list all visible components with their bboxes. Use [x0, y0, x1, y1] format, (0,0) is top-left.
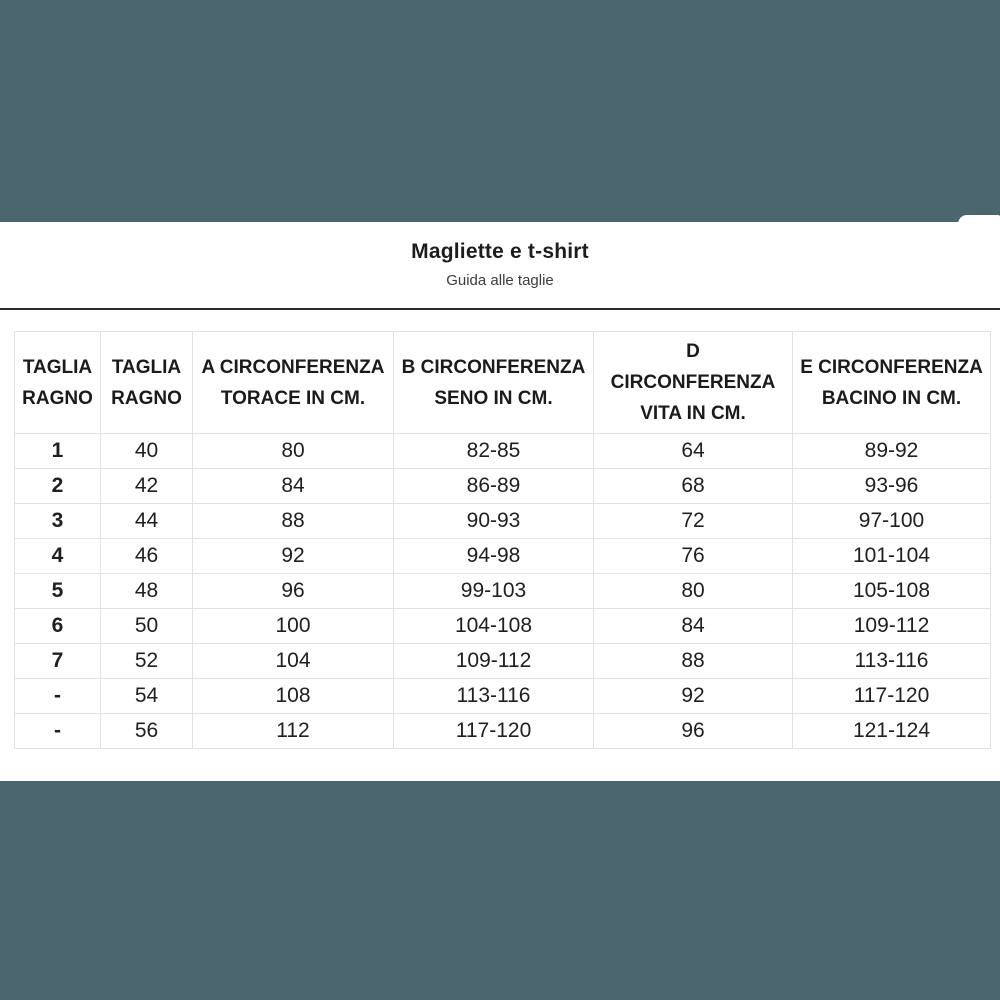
- header-line: RAGNO: [22, 387, 93, 409]
- table-cell: 54: [101, 679, 193, 714]
- column-header-circonferenza-torace: [193, 332, 394, 434]
- table-cell: 100: [193, 609, 394, 644]
- header-line: D: [686, 341, 700, 362]
- table-cell: -: [15, 679, 101, 714]
- header-line: TORACE IN CM.: [220, 387, 366, 409]
- header-line: VITA IN CM.: [640, 403, 746, 424]
- table-cell: 99-103: [394, 574, 594, 609]
- table-cell: 68: [594, 469, 793, 504]
- table-cell: 94-98: [394, 539, 594, 574]
- table-cell: 80: [193, 434, 394, 469]
- table-row: [15, 539, 991, 574]
- size-table: [14, 331, 991, 749]
- header-line: A CIRCONFERENZA: [201, 356, 385, 378]
- table-cell: 46: [101, 539, 193, 574]
- table-cell: 112: [193, 714, 394, 749]
- table-cell: 82-85: [394, 434, 594, 469]
- size-guide-card: [0, 222, 1000, 781]
- table-cell: 6: [15, 609, 101, 644]
- table-cell: 90-93: [394, 504, 594, 539]
- table-cell: 109-112: [394, 644, 594, 679]
- table-row: [15, 469, 991, 504]
- table-cell: 97-100: [793, 504, 991, 539]
- table-row: [15, 644, 991, 679]
- table-cell: 108: [193, 679, 394, 714]
- title-block: [0, 222, 1000, 310]
- table-cell: 96: [193, 574, 394, 609]
- table-cell: 117-120: [394, 714, 594, 749]
- table-cell: 4: [15, 539, 101, 574]
- column-header-taglia-ragno-2: [101, 332, 193, 434]
- table-cell: 109-112: [793, 609, 991, 644]
- table-cell: 48: [101, 574, 193, 609]
- table-cell: 86-89: [394, 469, 594, 504]
- header-line: SENO IN CM.: [434, 387, 553, 409]
- table-row: [15, 679, 991, 714]
- table-row: [15, 609, 991, 644]
- table-cell: 105-108: [793, 574, 991, 609]
- table-cell: 101-104: [793, 539, 991, 574]
- table-cell: 117-120: [793, 679, 991, 714]
- table-cell: 113-116: [394, 679, 594, 714]
- header-line: RAGNO: [111, 387, 182, 409]
- table-cell: 64: [594, 434, 793, 469]
- table-cell: 84: [193, 469, 394, 504]
- table-row: [15, 574, 991, 609]
- table-cell: 104: [193, 644, 394, 679]
- table-cell: 42: [101, 469, 193, 504]
- table-cell: 80: [594, 574, 793, 609]
- header-line: TAGLIA: [111, 356, 182, 378]
- column-header-taglia-ragno-1: [15, 332, 101, 434]
- header-line: CIRCONFERENZA: [610, 372, 776, 393]
- column-header-circonferenza-vita: [594, 332, 793, 434]
- table-cell: 2: [15, 469, 101, 504]
- table-cell: 84: [594, 609, 793, 644]
- table-cell: 72: [594, 504, 793, 539]
- header-line: B CIRCONFERENZA: [401, 356, 586, 378]
- page-subtitle: Guida alle taglie: [446, 272, 554, 289]
- table-cell: 88: [193, 504, 394, 539]
- table-row: [15, 714, 991, 749]
- table-cell: 50: [101, 609, 193, 644]
- table-cell: 93-96: [793, 469, 991, 504]
- header-row: [15, 332, 991, 434]
- table-cell: 5: [15, 574, 101, 609]
- table-cell: 92: [193, 539, 394, 574]
- column-header-circonferenza-seno: [394, 332, 594, 434]
- table-cell: 44: [101, 504, 193, 539]
- table-cell: 52: [101, 644, 193, 679]
- header-line: TAGLIA: [22, 356, 93, 378]
- header-line: E CIRCONFERENZA: [800, 356, 983, 378]
- table-cell: 7: [15, 644, 101, 679]
- table-cell: 3: [15, 504, 101, 539]
- table-cell: 40: [101, 434, 193, 469]
- table-cell: 89-92: [793, 434, 991, 469]
- table-cell: 121-124: [793, 714, 991, 749]
- table-cell: 88: [594, 644, 793, 679]
- table-cell: 104-108: [394, 609, 594, 644]
- header-line: BACINO IN CM.: [821, 387, 962, 409]
- table-cell: 92: [594, 679, 793, 714]
- table-cell: 113-116: [793, 644, 991, 679]
- table-cell: 96: [594, 714, 793, 749]
- table-cell: 1: [15, 434, 101, 469]
- table-row: [15, 434, 991, 469]
- table-row: [15, 504, 991, 539]
- column-header-circonferenza-bacino: [793, 332, 991, 434]
- table-cell: -: [15, 714, 101, 749]
- table-cell: 76: [594, 539, 793, 574]
- page-title: Magliette e t-shirt: [411, 240, 589, 263]
- table-cell: 56: [101, 714, 193, 749]
